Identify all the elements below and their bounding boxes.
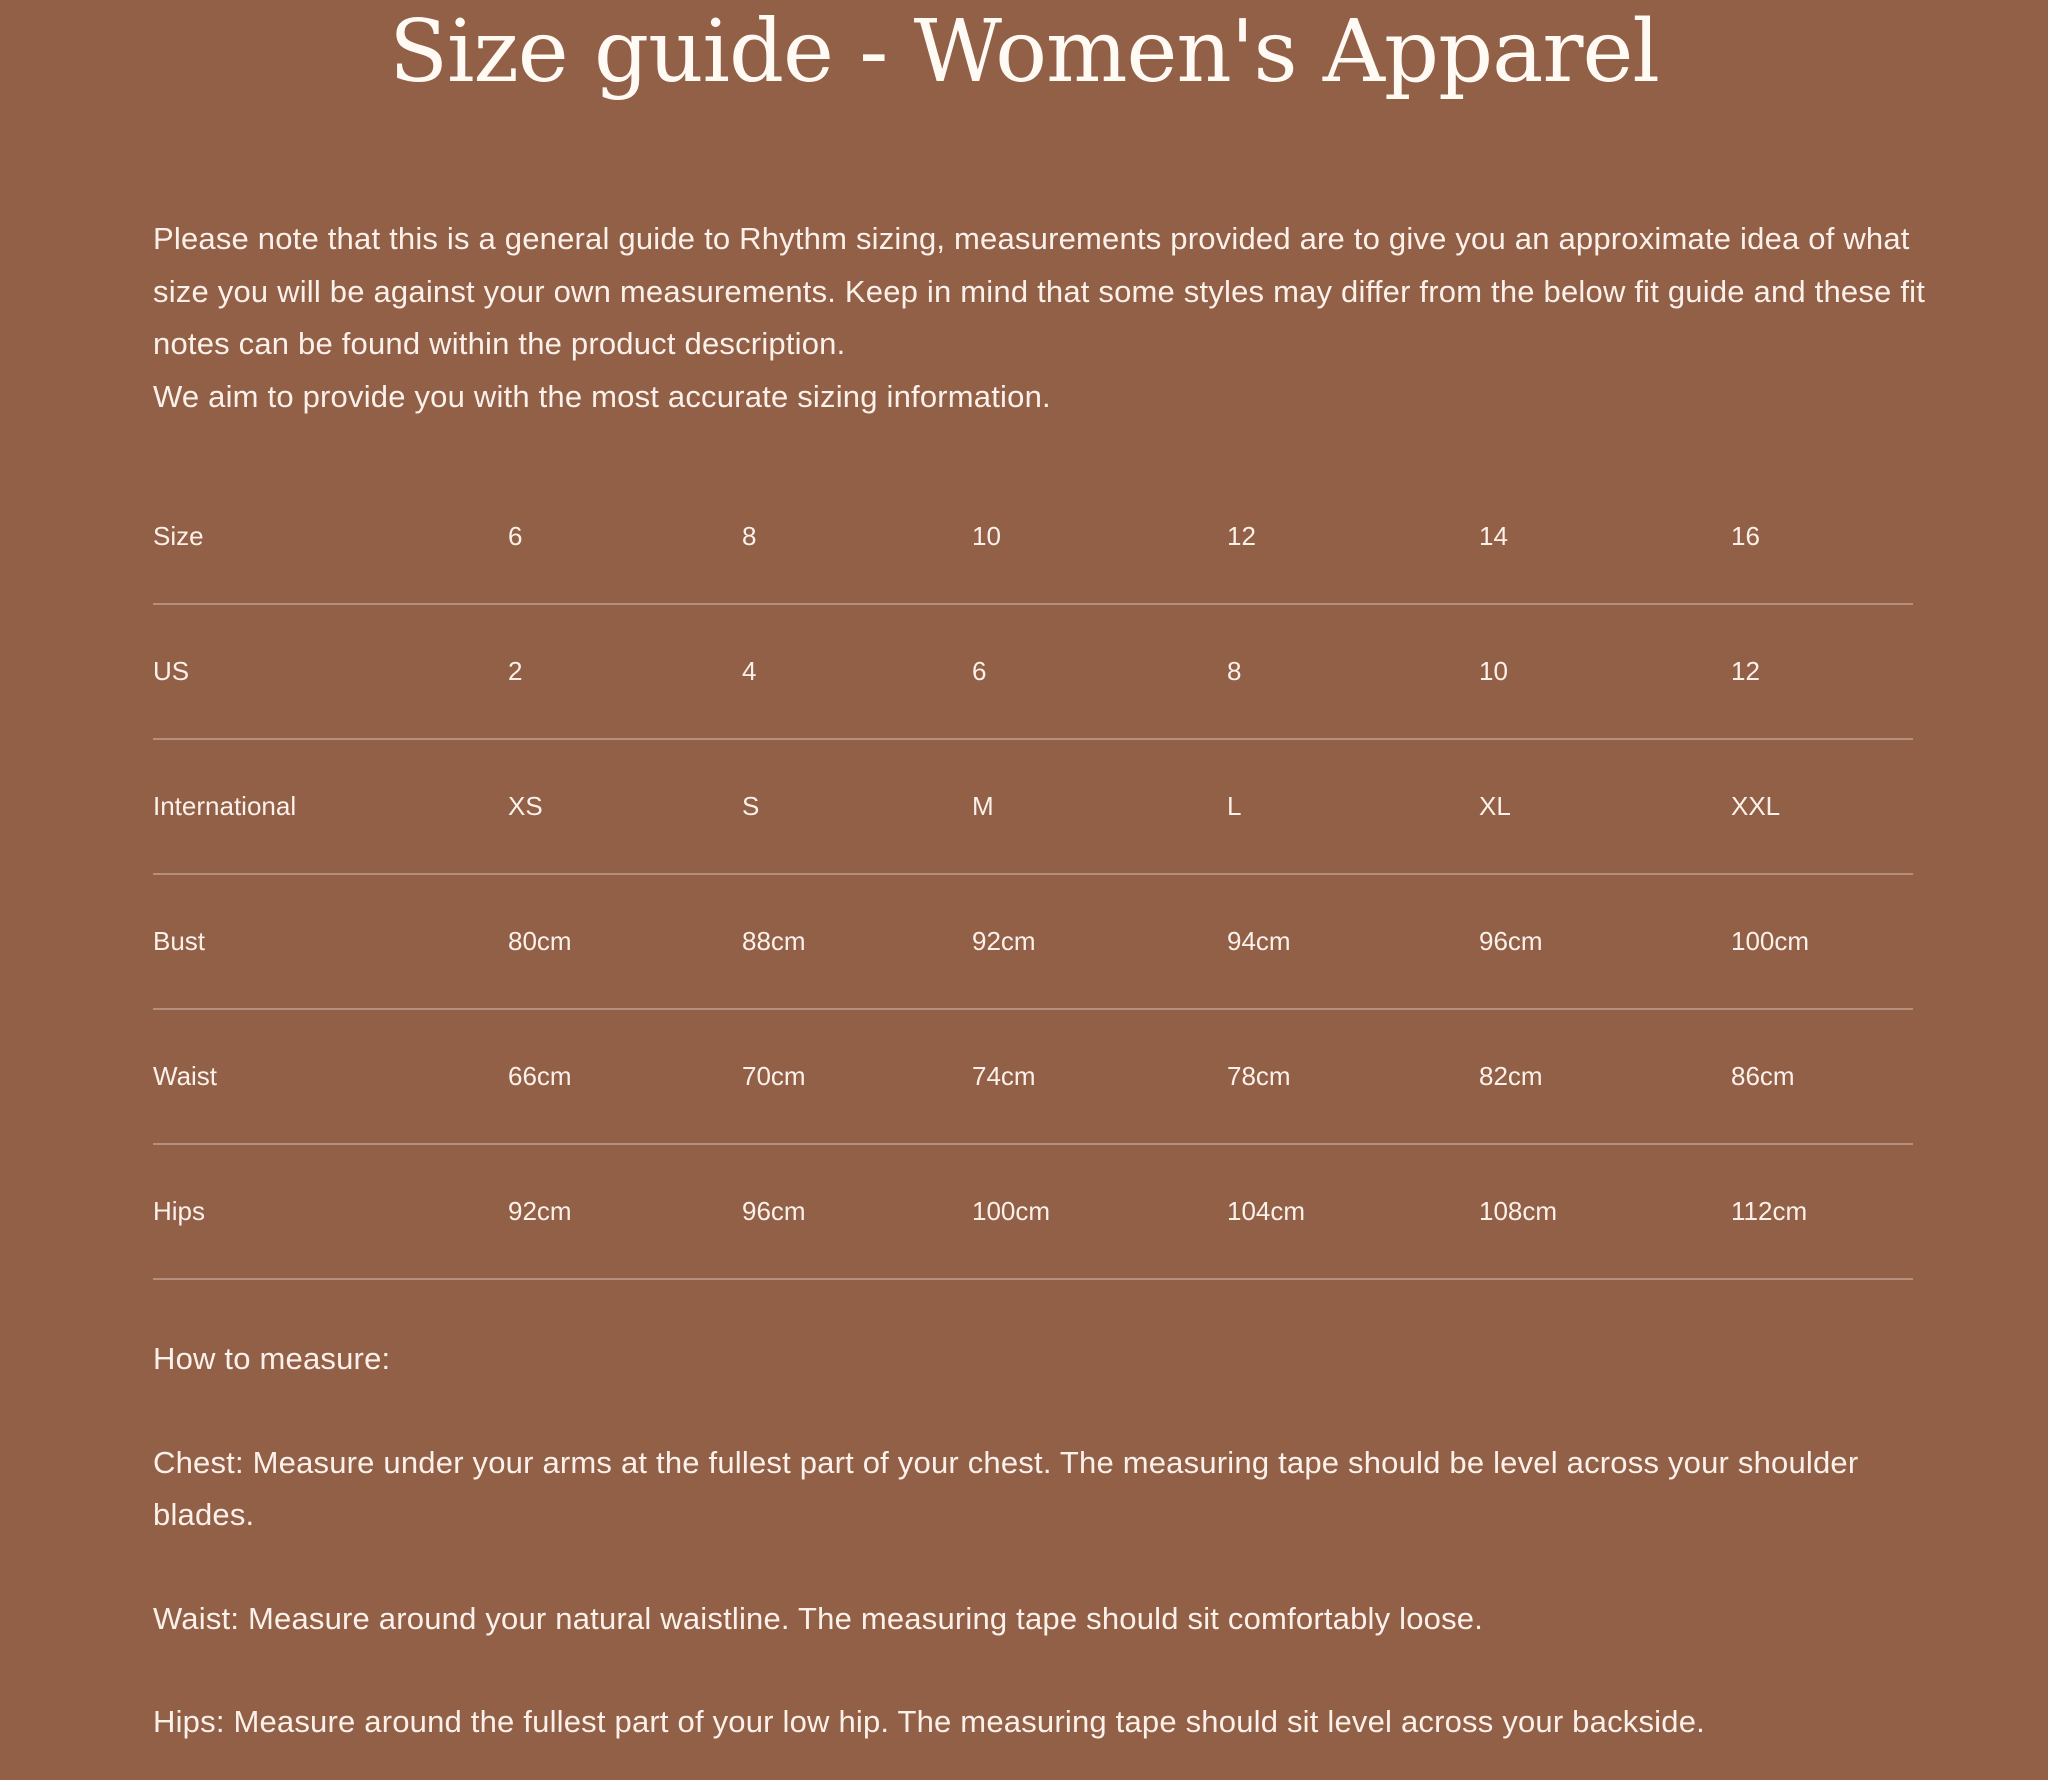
table-cell: S: [742, 739, 972, 874]
table-cell: 10: [972, 470, 1227, 604]
table-cell: 8: [1227, 604, 1479, 739]
table-cell: 14: [1479, 470, 1731, 604]
waist-instructions: Waist: Measure around your natural waistline. The measuring tape should sit comfortably loose.: [153, 1600, 1484, 1636]
intro-paragraph: We aim to provide you with the most accurate sizing information.: [153, 378, 1051, 414]
table-cell: 74cm: [972, 1009, 1227, 1144]
table-cell: 8: [742, 470, 972, 604]
table-row-waist: [153, 1009, 1913, 1144]
table-cell: 82cm: [1479, 1009, 1731, 1144]
how-to-measure-section: [153, 1333, 1953, 1780]
size-chart-table: [153, 470, 1913, 1280]
table-cell: 86cm: [1731, 1009, 1913, 1144]
table-cell: XS: [508, 739, 742, 874]
table-cell: 94cm: [1227, 874, 1479, 1009]
intro-text: [153, 213, 1933, 423]
chest-instructions: Chest: Measure under your arms at the fullest part of your chest. The measuring tape should be level across your shoulder blades.: [153, 1444, 1859, 1532]
table-cell: 92cm: [972, 874, 1227, 1009]
table-cell: 96cm: [742, 1144, 972, 1279]
table-cell: 6: [508, 470, 742, 604]
table-cell: 78cm: [1227, 1009, 1479, 1144]
table-cell: 2: [508, 604, 742, 739]
hips-instructions: Hips: Measure around the fullest part of your low hip. The measuring tape should sit level across your backside.: [153, 1704, 1705, 1739]
row-label: Size: [153, 470, 508, 604]
table-row-international: [153, 739, 1913, 874]
table-cell: 112cm: [1731, 1144, 1913, 1279]
table-cell: 100cm: [1731, 874, 1913, 1009]
table-cell: 4: [742, 604, 972, 739]
table-row-size: [153, 470, 1913, 604]
table-cell: 96cm: [1479, 874, 1731, 1009]
table-cell: 108cm: [1479, 1144, 1731, 1279]
table-cell: M: [972, 739, 1227, 874]
table-cell: XXL: [1731, 739, 1913, 874]
table-cell: 16: [1731, 470, 1913, 604]
table-row-bust: [153, 874, 1913, 1009]
table-cell: 70cm: [742, 1009, 972, 1144]
table-cell: 6: [972, 604, 1227, 739]
table-cell: 88cm: [742, 874, 972, 1009]
table-row-us: [153, 604, 1913, 739]
table-cell: 92cm: [508, 1144, 742, 1279]
how-to-measure-heading: How to measure:: [153, 1341, 391, 1376]
table-cell: 100cm: [972, 1144, 1227, 1279]
table-cell: 104cm: [1227, 1144, 1479, 1279]
table-cell: 12: [1731, 604, 1913, 739]
row-label: Hips: [153, 1144, 508, 1279]
table-cell: 10: [1479, 604, 1731, 739]
intro-paragraph: Please note that this is a general guide to Rhythm sizing, measurements provided are to give you an approximate idea of what size you will be against your own measurements. Keep in mind that some styles may differ from the below fit guide and these fit notes can be found within the product description.: [153, 221, 1926, 361]
table-cell: 12: [1227, 470, 1479, 604]
table-cell: 80cm: [508, 874, 742, 1009]
table-row-hips: [153, 1144, 1913, 1279]
page-title: Size guide - Women's Apparel: [389, 2, 1659, 102]
row-label: International: [153, 739, 508, 874]
row-label: Bust: [153, 874, 508, 1009]
row-label: Waist: [153, 1009, 508, 1144]
row-label: US: [153, 604, 508, 739]
table-cell: XL: [1479, 739, 1731, 874]
table-cell: L: [1227, 739, 1479, 874]
table-cell: 66cm: [508, 1009, 742, 1144]
